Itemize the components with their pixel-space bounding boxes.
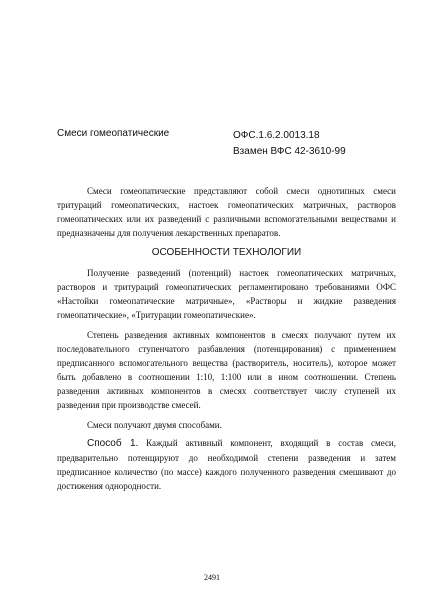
method-1-text: Каждый активный компонент, входящий в состав смеси, предварительно потенцируют до необходимой степени разведения и затем предписанное количество (по массе) каждого полученного разведения смешивают до достижения однородности.: [57, 438, 397, 491]
body-text: [57, 184, 396, 499]
monograph-codes: [233, 128, 346, 160]
intro-paragraph: Смеси гомеопатические представляют собой смеси однотипных смеси тритураций гомеопатических, настоек гомеопатических матричных, растворов гомеопатических или их разведений с различными вспомогательными веществами и предназначены для получения лекарственных препаратов.: [57, 186, 396, 238]
page-number: 2491: [204, 573, 220, 582]
monograph-title: Смеси гомеопатические: [57, 128, 170, 139]
method-1-label: Способ 1.: [87, 438, 139, 449]
paragraph-3: Смеси получают двумя способами.: [87, 420, 222, 430]
paragraph-2: Степень разведения активных компонентов в смесях получают путем их последовательного ступенчатого разбавления (потенцирования) с применением предписанного вспомогательного вещества (растворитель, носитель), которое может быть добавлено в соотношении 1:10, 1:100 или в ином соотношении. Степень разведения активных компонентов в смесях соответствует числу ступеней их разведения при производстве смесей.: [57, 330, 396, 410]
method-1-paragraph: [57, 436, 396, 493]
paragraph-1: Получение разведений (потенций) настоек гомеопатических матричных, растворов и тритураций гомеопатических регламентировано требованиями ОФС «Настойки гомеопатические матричные», «Растворы и жидкие разведения гомеопатические», «Тритурации гомеопатические».: [57, 268, 396, 320]
section-heading: ОСОБЕННОСТИ ТЕХНОЛОГИИ: [151, 247, 302, 258]
replaces-note: Взамен ВФС 42-3610-99: [233, 146, 346, 157]
monograph-code: ОФС.1.6.2.0013.18: [233, 130, 320, 141]
